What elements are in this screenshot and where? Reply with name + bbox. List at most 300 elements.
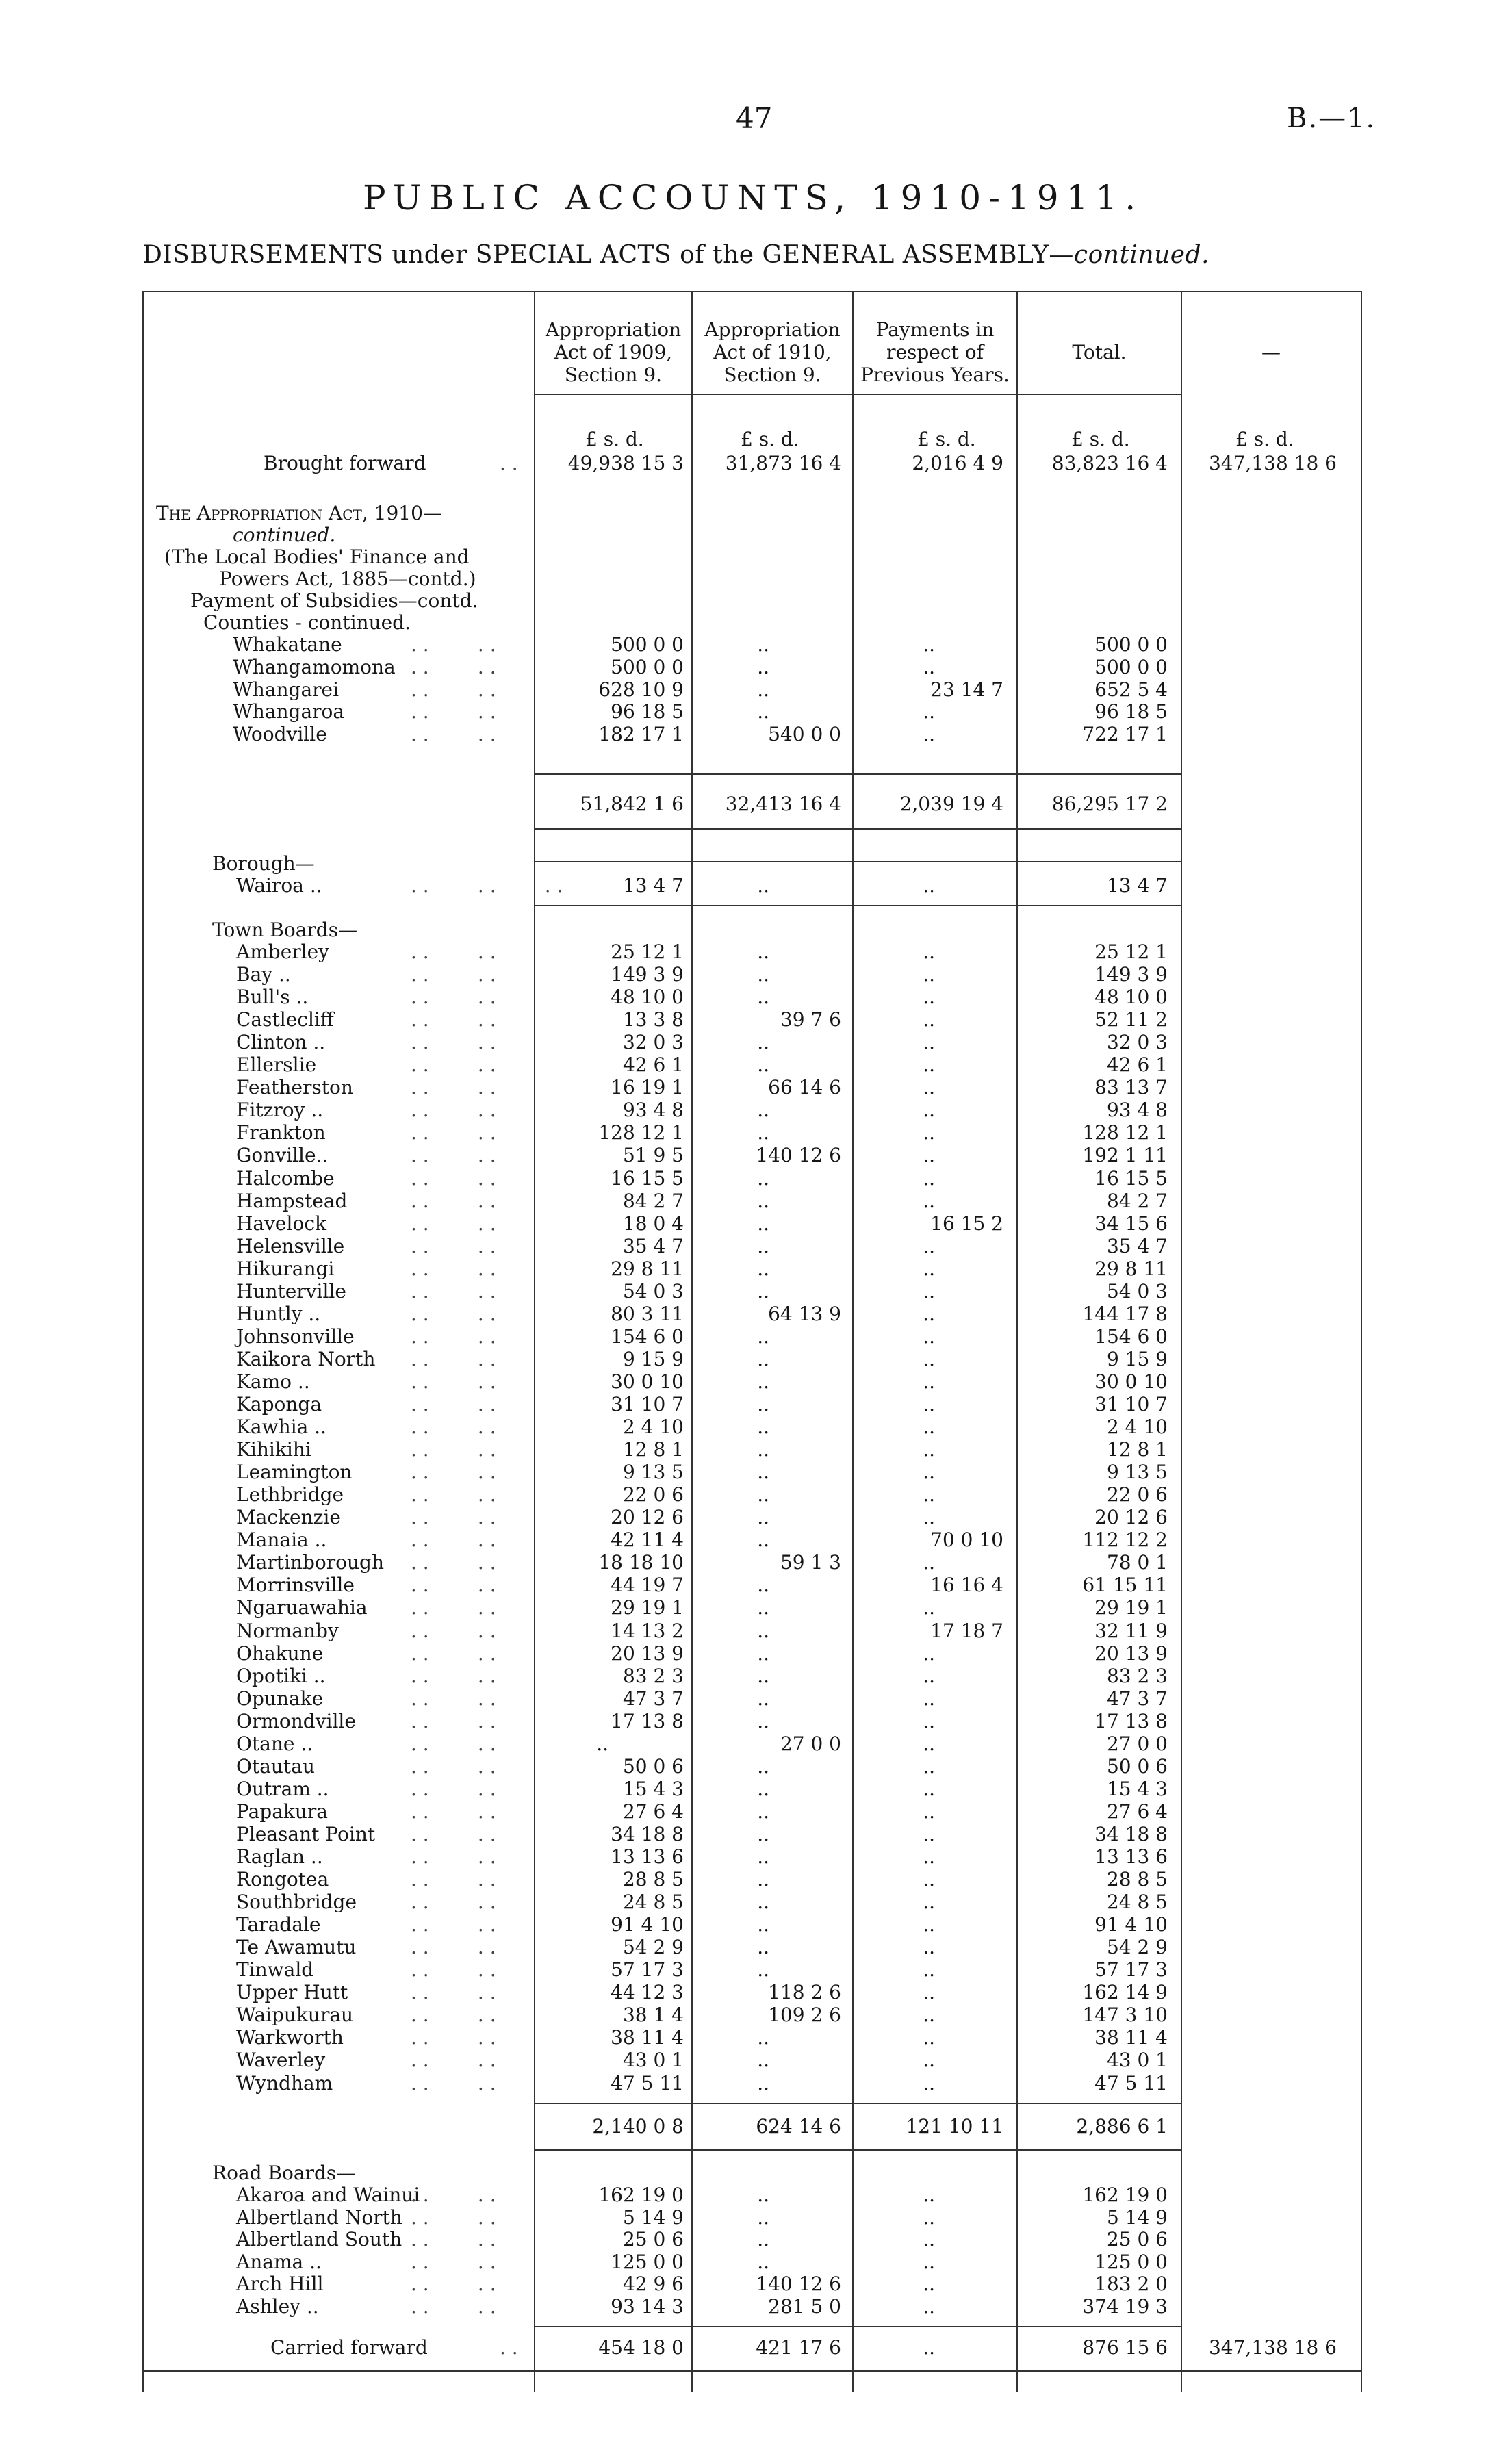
row-value-c4: 32 11 9 bbox=[1094, 1619, 1168, 1642]
leader-dots: . . . . bbox=[411, 1641, 496, 1665]
leader-dots: . . . . bbox=[411, 1596, 496, 1620]
row-value-c1: 13 13 6 bbox=[611, 1845, 684, 1868]
act-subheading-2: Powers Act, 1885—contd.) bbox=[219, 567, 476, 590]
borough-name: Wairoa .. bbox=[236, 874, 322, 897]
leader-dots: . . . . bbox=[411, 1800, 496, 1823]
table-top-rule bbox=[142, 291, 1362, 292]
table-row bbox=[0, 1303, 1512, 1325]
row-name: Ngaruawahia bbox=[236, 1596, 368, 1620]
row-value-c2: .. bbox=[757, 1754, 769, 1778]
leader-dots: . . . . bbox=[411, 2026, 496, 2049]
road-boards-heading: Road Boards— bbox=[212, 2162, 356, 2184]
row-value-c1: 32 0 3 bbox=[622, 1031, 684, 1054]
table-row bbox=[0, 1620, 1512, 1642]
table-row bbox=[0, 1596, 1512, 1619]
row-value-c1: 14 13 2 bbox=[611, 1619, 684, 1642]
row-value-c1: 29 8 11 bbox=[611, 1257, 684, 1280]
row-value-c3: .. bbox=[923, 963, 935, 986]
leader-dots: . . . . bbox=[411, 2205, 496, 2229]
table-row bbox=[0, 940, 1512, 963]
row-value-c3: 17 18 7 bbox=[930, 1619, 1003, 1642]
table-row bbox=[0, 1823, 1512, 1845]
row-value-c3: .. bbox=[923, 633, 935, 656]
row-value-c1: 42 9 6 bbox=[622, 2273, 684, 2295]
row-value-c1: 43 0 1 bbox=[622, 2049, 684, 2072]
table-row bbox=[0, 1687, 1512, 1710]
row-name: Southbridge bbox=[236, 1891, 357, 1914]
row-name: Lethbridge bbox=[236, 1483, 344, 1507]
row-value-c4: 192 1 11 bbox=[1082, 1144, 1168, 1167]
row-value-c3: .. bbox=[923, 1189, 935, 1212]
row-value-c2: .. bbox=[757, 986, 769, 1009]
leader-dots: . . . . bbox=[411, 1189, 496, 1212]
row-name: Opotiki .. bbox=[236, 1664, 326, 1687]
row-value-c1: 16 15 5 bbox=[611, 1166, 684, 1190]
row-value-c2: 59 1 3 bbox=[780, 1551, 841, 1574]
row-value-c3: .. bbox=[923, 1347, 935, 1370]
row-name: Upper Hutt bbox=[236, 1981, 348, 2004]
row-value-c3: .. bbox=[923, 1393, 935, 1416]
row-value-c4: 27 6 4 bbox=[1106, 1800, 1168, 1823]
row-value-c2: .. bbox=[757, 1641, 769, 1665]
table-row bbox=[0, 1257, 1512, 1280]
carried-forward-row bbox=[0, 2336, 1512, 2359]
row-value-c1: 9 15 9 bbox=[622, 1347, 684, 1370]
carried-forward-label: Carried forward bbox=[270, 2336, 428, 2359]
leader-dots: . . . . bbox=[411, 2294, 496, 2318]
borough-col3: .. bbox=[923, 874, 935, 897]
row-value-c1: 17 13 8 bbox=[611, 1709, 684, 1732]
row-name: Johnsonville bbox=[236, 1324, 355, 1348]
row-value-c3: .. bbox=[923, 2273, 935, 2295]
row-value-c2: .. bbox=[757, 1461, 769, 1484]
row-value-c3: .. bbox=[923, 2003, 935, 2027]
leader-dots: . . bbox=[500, 2336, 518, 2359]
leader-dots: . . . . bbox=[411, 2228, 496, 2251]
carried-forward-col5: 347,138 18 6 bbox=[1208, 2336, 1337, 2359]
row-name: Te Awamutu bbox=[236, 1936, 357, 1959]
act-continued-text: continued. bbox=[233, 524, 336, 546]
row-value-c4: 83 2 3 bbox=[1106, 1664, 1168, 1687]
leader-dots: . . . . bbox=[411, 655, 496, 678]
row-name: Whangamomona bbox=[233, 655, 396, 678]
borough-col4: 13 4 7 bbox=[1106, 874, 1168, 897]
row-value-c1: 28 8 5 bbox=[622, 1868, 684, 1891]
row-name: Whakatane bbox=[233, 633, 342, 656]
row-name: Ormondville bbox=[236, 1709, 356, 1732]
table-row bbox=[0, 1235, 1512, 1257]
row-name: Bull's .. bbox=[236, 986, 309, 1009]
row-value-c3: .. bbox=[923, 655, 935, 678]
table-row bbox=[0, 700, 1512, 723]
row-value-c2: .. bbox=[757, 1574, 769, 1597]
town-boards-total-col3: 121 10 11 bbox=[906, 2115, 1003, 2138]
town-boards-total-col4: 2,886 6 1 bbox=[1076, 2115, 1168, 2138]
row-value-c1: 83 2 3 bbox=[622, 1664, 684, 1687]
row-value-c2: .. bbox=[757, 1868, 769, 1891]
row-value-c3: .. bbox=[923, 1144, 935, 1167]
borough-top-rule bbox=[534, 861, 1181, 862]
row-value-c2: .. bbox=[757, 1687, 769, 1710]
row-value-c1: 15 4 3 bbox=[622, 1777, 684, 1800]
row-name: Bay .. bbox=[236, 963, 291, 986]
row-value-c3: .. bbox=[923, 1324, 935, 1348]
row-value-c2: 140 12 6 bbox=[756, 2273, 841, 2295]
row-value-c3: 16 15 2 bbox=[930, 1212, 1003, 1235]
table-row bbox=[0, 1483, 1512, 1506]
row-value-c1: 128 12 1 bbox=[598, 1121, 684, 1144]
leader-dots: . . . . bbox=[411, 1528, 496, 1552]
table-row bbox=[0, 1755, 1512, 1778]
row-name: Hampstead bbox=[236, 1189, 348, 1212]
row-value-c2: .. bbox=[757, 678, 769, 701]
table-row bbox=[0, 1913, 1512, 1936]
row-name: Albertland North bbox=[236, 2205, 402, 2229]
leader-dots: . . . . bbox=[411, 2003, 496, 2027]
row-value-c4: 83 13 7 bbox=[1094, 1076, 1168, 1099]
row-value-c4: 374 19 3 bbox=[1082, 2294, 1168, 2318]
leader-dots: . . . . bbox=[411, 1664, 496, 1687]
row-value-c2: .. bbox=[757, 2026, 769, 2049]
table-row bbox=[0, 1325, 1512, 1348]
table-row bbox=[0, 1845, 1512, 1868]
row-value-c4: 84 2 7 bbox=[1106, 1189, 1168, 1212]
brought-forward-label: Brought forward bbox=[264, 452, 426, 474]
row-name: Papakura bbox=[236, 1800, 328, 1823]
row-value-c4: 20 13 9 bbox=[1094, 1641, 1168, 1665]
row-value-c3: .. bbox=[923, 1257, 935, 1280]
row-value-c3: .. bbox=[923, 1777, 935, 1800]
row-value-c1: 93 4 8 bbox=[622, 1099, 684, 1122]
row-value-c2: .. bbox=[757, 1031, 769, 1054]
row-value-c2: .. bbox=[757, 700, 769, 724]
col2-header: Appropriation Act of 1910, Section 9. bbox=[704, 318, 841, 386]
counties-total-col1: 51,842 1 6 bbox=[580, 793, 684, 815]
row-value-c2: .. bbox=[757, 2071, 769, 2095]
leader-dots: . . . . bbox=[411, 1053, 496, 1077]
row-name: Akaroa and Wainui bbox=[236, 2184, 420, 2206]
row-name: Ohakune bbox=[236, 1641, 324, 1665]
row-value-c3: .. bbox=[923, 1370, 935, 1393]
row-value-c1: 2 4 10 bbox=[622, 1416, 684, 1439]
row-value-c3: .. bbox=[923, 1438, 935, 1461]
row-value-c4: 52 11 2 bbox=[1094, 1008, 1168, 1032]
row-value-c4: 25 12 1 bbox=[1094, 940, 1168, 963]
row-name: Gonville.. bbox=[236, 1144, 329, 1167]
leader-dots: . . . . bbox=[411, 986, 496, 1009]
row-name: Kamo .. bbox=[236, 1370, 310, 1393]
row-value-c1: 9 13 5 bbox=[622, 1461, 684, 1484]
table-row bbox=[0, 1393, 1512, 1416]
table-bottom-rule bbox=[142, 2370, 1362, 2372]
row-value-c4: 13 13 6 bbox=[1094, 1845, 1168, 1868]
table-row bbox=[0, 1528, 1512, 1551]
row-value-c3: .. bbox=[923, 1031, 935, 1054]
row-name: Whangaroa bbox=[233, 700, 345, 724]
row-name: Waverley bbox=[236, 2049, 326, 2072]
row-value-c2: .. bbox=[757, 1257, 769, 1280]
row-value-c3: .. bbox=[923, 1981, 935, 2004]
leader-dots: . . . . bbox=[411, 940, 496, 963]
row-value-c4: 29 8 11 bbox=[1094, 1257, 1168, 1280]
row-value-c4: 112 12 2 bbox=[1082, 1528, 1168, 1552]
row-value-c1: 24 8 5 bbox=[622, 1891, 684, 1914]
row-value-c3: .. bbox=[923, 1913, 935, 1936]
row-value-c1: 162 19 0 bbox=[598, 2184, 684, 2206]
table-row bbox=[0, 2273, 1512, 2295]
row-value-c1: 16 19 1 bbox=[611, 1076, 684, 1099]
table-row bbox=[0, 1642, 1512, 1665]
row-value-c4: 34 15 6 bbox=[1094, 1212, 1168, 1235]
leader-dots: . . . . bbox=[411, 1958, 496, 1982]
row-value-c4: 652 5 4 bbox=[1094, 678, 1168, 701]
row-value-c1: 29 19 1 bbox=[611, 1596, 684, 1620]
row-name: Amberley bbox=[236, 940, 329, 963]
row-name: Otautau bbox=[236, 1754, 315, 1778]
table-row bbox=[0, 2184, 1512, 2206]
row-value-c4: 47 5 11 bbox=[1094, 2071, 1168, 2095]
table-row bbox=[0, 1438, 1512, 1461]
table-row bbox=[0, 2251, 1512, 2273]
row-value-c4: 500 0 0 bbox=[1094, 655, 1168, 678]
row-name: Mackenzie bbox=[236, 1506, 341, 1529]
row-value-c4: 20 12 6 bbox=[1094, 1506, 1168, 1529]
row-value-c4: 12 8 1 bbox=[1106, 1438, 1168, 1461]
row-value-c1: 47 5 11 bbox=[611, 2071, 684, 2095]
row-value-c1: 54 2 9 bbox=[622, 1936, 684, 1959]
table-row bbox=[0, 2072, 1512, 2095]
row-name: Clinton .. bbox=[236, 1031, 326, 1054]
row-value-c4: 162 14 9 bbox=[1082, 1981, 1168, 2004]
leader-dots: . . . . bbox=[411, 1981, 496, 2004]
table-row bbox=[0, 2206, 1512, 2229]
carried-forward-top-rule bbox=[534, 2326, 1181, 2327]
row-value-c3: 70 0 10 bbox=[930, 1528, 1003, 1552]
row-value-c2: .. bbox=[757, 1596, 769, 1620]
col5-header: — bbox=[1261, 341, 1281, 363]
row-value-c2: .. bbox=[757, 1234, 769, 1257]
table-row bbox=[0, 1099, 1512, 1121]
col4-header: Total. bbox=[1072, 341, 1127, 363]
row-name: Leamington bbox=[236, 1461, 353, 1484]
row-value-c4: 28 8 5 bbox=[1106, 1868, 1168, 1891]
leader-dots: . . . . bbox=[411, 1574, 496, 1597]
row-value-c1: 628 10 9 bbox=[598, 678, 684, 701]
row-value-c2: .. bbox=[757, 1936, 769, 1959]
row-name: Otane .. bbox=[236, 1732, 313, 1755]
row-value-c3: .. bbox=[923, 1053, 935, 1077]
table-row bbox=[0, 1710, 1512, 1732]
row-value-c3: .. bbox=[923, 1709, 935, 1732]
leader-dots: . . . . bbox=[411, 1121, 496, 1144]
row-value-c3: 23 14 7 bbox=[930, 678, 1003, 701]
row-name: Outram .. bbox=[236, 1777, 329, 1800]
col3-header: Payments in respect of Previous Years. bbox=[860, 318, 1010, 386]
row-name: Arch Hill bbox=[236, 2273, 324, 2295]
leader-dots: . . . . bbox=[411, 1234, 496, 1257]
row-name: Anama .. bbox=[236, 2250, 322, 2273]
row-value-c3: .. bbox=[923, 2071, 935, 2095]
row-value-c1: 25 12 1 bbox=[611, 940, 684, 963]
row-value-c1: 125 0 0 bbox=[611, 2250, 684, 2273]
leader-dots: . . . . bbox=[411, 1257, 496, 1280]
leader-dots: . . . . bbox=[411, 700, 496, 724]
brought-forward-col4: 83,823 16 4 bbox=[1051, 452, 1168, 474]
row-value-c2: .. bbox=[757, 1709, 769, 1732]
leader-dots: . . . . bbox=[411, 1732, 496, 1755]
row-value-c2: .. bbox=[757, 1483, 769, 1507]
row-name: Martinborough bbox=[236, 1551, 385, 1574]
row-value-c2: 109 2 6 bbox=[768, 2003, 841, 2027]
leader-dots: . . . . bbox=[411, 1619, 496, 1642]
table-row bbox=[0, 656, 1512, 678]
row-value-c1: 34 18 8 bbox=[611, 1822, 684, 1845]
row-value-c4: 16 15 5 bbox=[1094, 1166, 1168, 1190]
row-value-c2: .. bbox=[757, 1347, 769, 1370]
row-value-c3: .. bbox=[923, 1551, 935, 1574]
table-row bbox=[0, 1981, 1512, 2003]
row-value-c4: 29 19 1 bbox=[1094, 1596, 1168, 1620]
row-name: Manaia .. bbox=[236, 1528, 327, 1552]
table-row bbox=[0, 1280, 1512, 1303]
row-value-c1: 31 10 7 bbox=[611, 1393, 684, 1416]
row-value-c2: .. bbox=[757, 1393, 769, 1416]
row-value-c1: 27 6 4 bbox=[622, 1800, 684, 1823]
row-value-c4: 91 4 10 bbox=[1094, 1913, 1168, 1936]
leader-dots: . . . . bbox=[411, 1936, 496, 1959]
leader-dots: . . . . bbox=[411, 1324, 496, 1348]
row-value-c4: 31 10 7 bbox=[1094, 1393, 1168, 1416]
row-value-c4: 47 3 7 bbox=[1106, 1687, 1168, 1710]
row-value-c1: 42 11 4 bbox=[611, 1528, 684, 1552]
row-name: Havelock bbox=[236, 1212, 326, 1235]
borough-row bbox=[0, 874, 1512, 897]
row-name: Wyndham bbox=[236, 2071, 333, 2095]
carried-forward-col2: 421 17 6 bbox=[756, 2336, 841, 2359]
row-value-c1: 22 0 6 bbox=[622, 1483, 684, 1507]
table-row bbox=[0, 1936, 1512, 1958]
leader-dots: . . . . bbox=[411, 1777, 496, 1800]
carried-forward-col3: .. bbox=[923, 2336, 935, 2359]
row-value-c1: 57 17 3 bbox=[611, 1958, 684, 1982]
lsd-header-1: £ s. d. bbox=[585, 428, 644, 450]
payment-subsidies-heading: Payment of Subsidies—contd. bbox=[190, 589, 478, 612]
table-row bbox=[0, 2026, 1512, 2049]
leader-dots: . . . . bbox=[411, 2250, 496, 2273]
row-value-c2: .. bbox=[757, 940, 769, 963]
row-value-c4: 2 4 10 bbox=[1106, 1416, 1168, 1439]
borough-col2: .. bbox=[757, 874, 769, 897]
row-value-c1: 38 11 4 bbox=[611, 2026, 684, 2049]
row-value-c4: 5 14 9 bbox=[1106, 2205, 1168, 2229]
leader-dots: . . . . bbox=[411, 1551, 496, 1574]
row-value-c4: 22 0 6 bbox=[1106, 1483, 1168, 1507]
leader-dots: . . . . bbox=[411, 2071, 496, 2095]
row-value-c3: .. bbox=[923, 1822, 935, 1845]
row-value-c1: 93 14 3 bbox=[611, 2294, 684, 2318]
table-row bbox=[0, 963, 1512, 986]
row-value-c2: .. bbox=[757, 1506, 769, 1529]
row-value-c1: 51 9 5 bbox=[622, 1144, 684, 1167]
page-subtitle bbox=[142, 241, 1209, 269]
row-value-c4: 48 10 0 bbox=[1094, 986, 1168, 1009]
row-value-c4: 42 6 1 bbox=[1106, 1053, 1168, 1077]
row-value-c2: 140 12 6 bbox=[756, 1144, 841, 1167]
row-value-c4: 43 0 1 bbox=[1106, 2049, 1168, 2072]
row-value-c2: .. bbox=[757, 1053, 769, 1077]
row-value-c3: .. bbox=[923, 1302, 935, 1325]
row-value-c4: 149 3 9 bbox=[1094, 963, 1168, 986]
row-value-c4: 93 4 8 bbox=[1106, 1099, 1168, 1122]
table-row bbox=[0, 1031, 1512, 1053]
row-value-c3: .. bbox=[923, 1687, 935, 1710]
borough-heading: Borough— bbox=[212, 852, 315, 875]
row-value-c3: .. bbox=[923, 723, 935, 746]
leader-dots: . . . . bbox=[411, 1913, 496, 1936]
row-value-c1: 20 12 6 bbox=[611, 1506, 684, 1529]
table-row bbox=[0, 1778, 1512, 1800]
row-value-c4: 15 4 3 bbox=[1106, 1777, 1168, 1800]
leader-dots: . . . . bbox=[411, 1166, 496, 1190]
row-name: Albertland South bbox=[236, 2228, 402, 2251]
row-value-c2: 118 2 6 bbox=[768, 1981, 841, 2004]
row-value-c3: .. bbox=[923, 986, 935, 1009]
row-value-c4: 96 18 5 bbox=[1094, 700, 1168, 724]
row-value-c3: .. bbox=[923, 1461, 935, 1484]
row-value-c4: 35 4 7 bbox=[1106, 1234, 1168, 1257]
row-value-c3: .. bbox=[923, 2049, 935, 2072]
leader-dots: . . . . bbox=[411, 678, 496, 701]
row-value-c4: 17 13 8 bbox=[1094, 1709, 1168, 1732]
row-value-c4: 38 11 4 bbox=[1094, 2026, 1168, 2049]
row-name: Frankton bbox=[236, 1121, 326, 1144]
row-name: Waipukurau bbox=[236, 2003, 354, 2027]
row-value-c3: .. bbox=[923, 700, 935, 724]
row-value-c3: .. bbox=[923, 1596, 935, 1620]
row-value-c2: .. bbox=[757, 1913, 769, 1936]
borough-bottom-rule bbox=[534, 905, 1181, 906]
town-boards-total-col2: 624 14 6 bbox=[756, 2115, 841, 2138]
lsd-header-5: £ s. d. bbox=[1235, 428, 1294, 450]
col1-header: Appropriation Act of 1909, Section 9. bbox=[545, 318, 682, 386]
row-value-c1: 42 6 1 bbox=[622, 1053, 684, 1077]
row-value-c2: 64 13 9 bbox=[768, 1302, 841, 1325]
town-boards-heading: Town Boards— bbox=[212, 919, 358, 941]
table-row bbox=[0, 1868, 1512, 1891]
leader-dots: . . . . bbox=[411, 1687, 496, 1710]
row-value-c2: .. bbox=[757, 1845, 769, 1868]
row-value-c3: .. bbox=[923, 1958, 935, 1982]
counties-heading: Counties - continued. bbox=[203, 611, 411, 634]
row-value-c2: 281 5 0 bbox=[768, 2294, 841, 2318]
row-value-c4: 78 0 1 bbox=[1106, 1551, 1168, 1574]
row-value-c1: 54 0 3 bbox=[622, 1279, 684, 1303]
row-name: Huntly .. bbox=[236, 1302, 321, 1325]
row-value-c2: 540 0 0 bbox=[768, 723, 841, 746]
row-name: Kawhia .. bbox=[236, 1416, 326, 1439]
subtitle-main: DISBURSEMENTS under SPECIAL ACTS of the GENERAL ASSEMBLY— bbox=[142, 241, 1074, 269]
row-value-c3: .. bbox=[923, 1664, 935, 1687]
row-value-c1: 182 17 1 bbox=[598, 723, 684, 746]
row-value-c1: 25 0 6 bbox=[622, 2228, 684, 2251]
subtitle-italic: continued. bbox=[1073, 241, 1210, 269]
document-reference: B.—1. bbox=[1287, 103, 1376, 134]
row-value-c4: 61 15 11 bbox=[1082, 1574, 1168, 1597]
leader-dots: . . . . . . bbox=[411, 874, 563, 897]
row-value-c1: .. bbox=[596, 1732, 608, 1755]
row-value-c2: .. bbox=[757, 655, 769, 678]
row-value-c2: .. bbox=[757, 1958, 769, 1982]
